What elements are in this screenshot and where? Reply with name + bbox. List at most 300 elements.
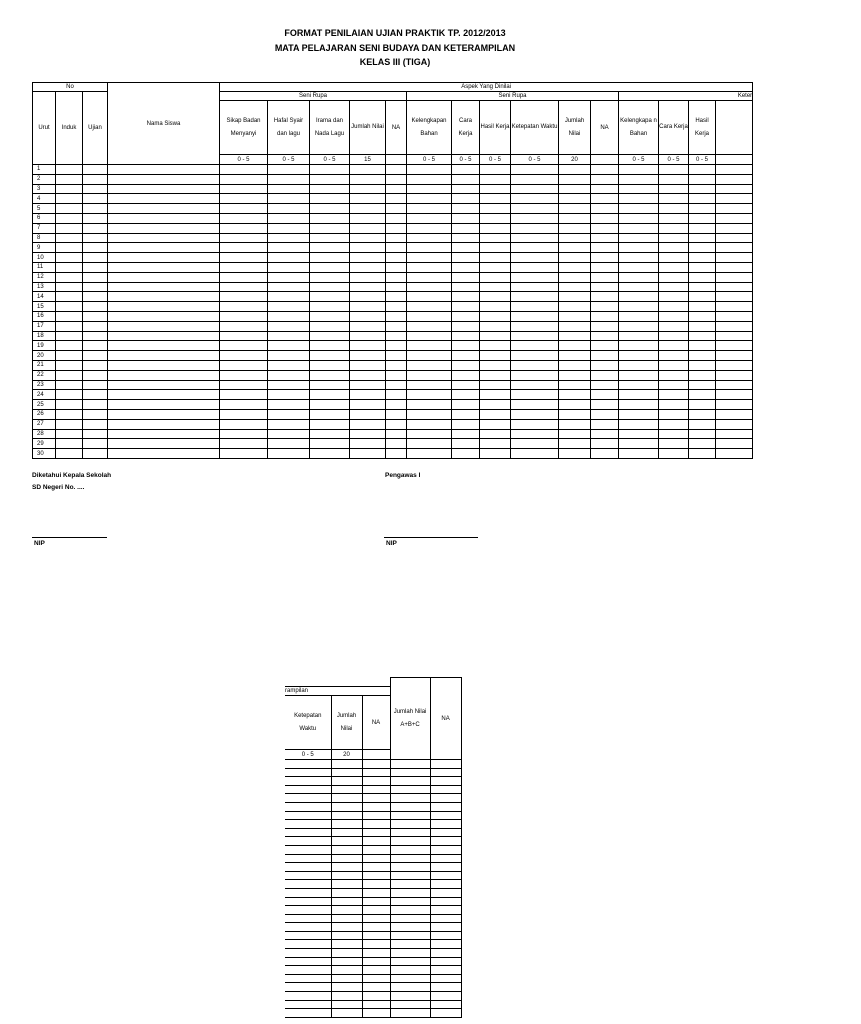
table-cell <box>362 760 390 769</box>
table-cell <box>331 768 362 777</box>
table-cell <box>430 1009 461 1018</box>
table-cell <box>659 282 689 292</box>
table-cell <box>350 370 386 380</box>
table-cell <box>452 253 480 263</box>
table-cell <box>56 341 83 351</box>
table-cell <box>559 370 591 380</box>
table-cell <box>108 272 220 282</box>
table-cell <box>350 223 386 233</box>
table-cell <box>83 223 108 233</box>
table-cell <box>511 419 559 429</box>
table-cell <box>390 828 430 837</box>
table-cell <box>689 272 716 282</box>
cont-blank-top <box>285 678 390 687</box>
table-cell <box>108 262 220 272</box>
table-cell <box>386 233 407 243</box>
table-cell <box>56 419 83 429</box>
table-cell <box>407 204 452 214</box>
table-cell <box>310 282 350 292</box>
table-cell <box>56 331 83 341</box>
table-cell <box>619 213 659 223</box>
table-cell <box>716 292 753 302</box>
table-cell <box>659 311 689 321</box>
table-cell <box>480 400 511 410</box>
table-cell <box>285 871 331 880</box>
table-cell <box>480 253 511 263</box>
table-cell <box>331 940 362 949</box>
table-cell <box>350 165 386 175</box>
table-cell <box>350 419 386 429</box>
table-cell <box>362 845 390 854</box>
table-cell <box>689 282 716 292</box>
table-cell <box>619 409 659 419</box>
table-cell <box>390 949 430 958</box>
table-cell <box>559 174 591 184</box>
table-cell <box>591 253 619 263</box>
table-cell <box>108 253 220 263</box>
range-cell: 0 - 5 <box>619 155 659 165</box>
table-cell <box>511 204 559 214</box>
table-cell <box>56 311 83 321</box>
table-cell <box>386 204 407 214</box>
range-cell: 0 - 5 <box>407 155 452 165</box>
table-cell <box>591 331 619 341</box>
table-cell <box>430 802 461 811</box>
table-cell <box>362 820 390 829</box>
table-cell <box>480 341 511 351</box>
table-cell <box>108 233 220 243</box>
table-cell <box>331 983 362 992</box>
table-cell <box>331 802 362 811</box>
table-cell <box>390 863 430 872</box>
table-cell <box>285 1000 331 1009</box>
table-cell <box>386 223 407 233</box>
table-cell <box>83 213 108 223</box>
table-cell <box>480 233 511 243</box>
table-cell <box>659 165 689 175</box>
table-row <box>33 204 753 214</box>
table-cell <box>591 400 619 410</box>
table-row <box>33 292 753 302</box>
table-cell <box>430 966 461 975</box>
table-cell <box>591 213 619 223</box>
table-cell <box>268 341 310 351</box>
table-cell <box>331 811 362 820</box>
no-header: No <box>33 83 108 92</box>
table-cell <box>108 380 220 390</box>
table-cell <box>430 794 461 803</box>
table-cell <box>108 165 220 175</box>
table-cell <box>362 966 390 975</box>
table-cell <box>285 949 331 958</box>
table-row <box>285 794 461 803</box>
table-cell <box>407 272 452 282</box>
table-cell <box>480 419 511 429</box>
table-cell <box>268 272 310 282</box>
table-cell <box>407 390 452 400</box>
table-cell <box>350 253 386 263</box>
table-cell <box>386 165 407 175</box>
row-number: 6 <box>33 213 56 223</box>
table-cell <box>716 165 753 175</box>
table-cell <box>56 174 83 184</box>
table-cell <box>350 243 386 253</box>
cont-range-cell: 20 <box>331 750 362 760</box>
table-cell <box>480 390 511 400</box>
table-cell <box>480 194 511 204</box>
table-row <box>285 931 461 940</box>
table-cell <box>220 282 268 292</box>
table-cell <box>331 906 362 915</box>
table-cell <box>659 213 689 223</box>
range-cell <box>386 155 407 165</box>
table-cell <box>285 863 331 872</box>
table-cell <box>559 419 591 429</box>
table-cell <box>108 400 220 410</box>
table-cell <box>430 1000 461 1009</box>
table-cell <box>390 914 430 923</box>
table-cell <box>407 380 452 390</box>
table-cell <box>407 233 452 243</box>
table-row <box>285 1000 461 1009</box>
table-cell <box>689 243 716 253</box>
table-cell <box>310 429 350 439</box>
table-cell <box>716 429 753 439</box>
table-cell <box>511 409 559 419</box>
table-cell <box>56 233 83 243</box>
table-row <box>33 419 753 429</box>
table-cell <box>407 439 452 449</box>
table-cell <box>310 370 350 380</box>
table-cell <box>268 223 310 233</box>
table-cell <box>430 828 461 837</box>
table-row <box>285 777 461 786</box>
table-cell <box>619 262 659 272</box>
signature-right-title: Pengawas I <box>385 472 421 479</box>
table-cell <box>310 390 350 400</box>
table-cell <box>390 966 430 975</box>
table-cell <box>83 253 108 263</box>
table-cell <box>619 253 659 263</box>
table-cell <box>108 302 220 312</box>
table-cell <box>511 311 559 321</box>
table-cell <box>659 409 689 419</box>
table-cell <box>386 390 407 400</box>
table-cell <box>390 957 430 966</box>
table-cell <box>689 204 716 214</box>
table-cell <box>386 449 407 459</box>
table-cell <box>268 213 310 223</box>
col-cara-kerja-3: Cara Kerja <box>659 101 689 155</box>
table-cell <box>559 292 591 302</box>
table-cell <box>83 419 108 429</box>
table-row <box>33 233 753 243</box>
table-cell <box>591 351 619 361</box>
table-cell <box>83 184 108 194</box>
table-cell <box>386 341 407 351</box>
table-cell <box>480 292 511 302</box>
table-cell <box>619 341 659 351</box>
table-cell <box>452 174 480 184</box>
row-number: 14 <box>33 292 56 302</box>
table-cell <box>331 957 362 966</box>
table-cell <box>331 880 362 889</box>
table-cell <box>386 282 407 292</box>
table-cell <box>331 923 362 932</box>
table-cell <box>591 282 619 292</box>
table-cell <box>480 204 511 214</box>
table-cell <box>511 439 559 449</box>
table-cell <box>285 802 331 811</box>
table-cell <box>285 1009 331 1018</box>
table-row <box>33 341 753 351</box>
table-cell <box>591 370 619 380</box>
table-cell <box>452 449 480 459</box>
table-cell <box>689 419 716 429</box>
table-cell <box>56 302 83 312</box>
table-cell <box>689 213 716 223</box>
table-cell <box>362 949 390 958</box>
table-cell <box>407 419 452 429</box>
table-cell <box>480 321 511 331</box>
table-cell <box>716 331 753 341</box>
table-row <box>33 184 753 194</box>
group-seni-rupa-2: Seni Rupa <box>407 92 619 101</box>
table-cell <box>659 194 689 204</box>
table-row <box>285 811 461 820</box>
table-cell <box>220 311 268 321</box>
cont-col-na: NA <box>362 696 390 750</box>
table-cell <box>430 863 461 872</box>
table-cell <box>220 184 268 194</box>
table-cell <box>386 253 407 263</box>
table-cell <box>362 880 390 889</box>
table-cell <box>659 204 689 214</box>
table-cell <box>362 777 390 786</box>
table-cell <box>689 233 716 243</box>
table-cell <box>689 292 716 302</box>
table-cell <box>268 233 310 243</box>
table-cell <box>220 370 268 380</box>
table-cell <box>511 341 559 351</box>
table-cell <box>407 331 452 341</box>
title-line-2: MATA PELAJARAN SENI BUDAYA DAN KETERAMPILAN <box>274 43 516 53</box>
table-cell <box>56 400 83 410</box>
table-cell <box>220 253 268 263</box>
table-cell <box>591 360 619 370</box>
row-number: 2 <box>33 174 56 184</box>
table-cell <box>285 768 331 777</box>
table-cell <box>407 213 452 223</box>
table-cell <box>285 880 331 889</box>
table-cell <box>285 811 331 820</box>
table-cell <box>689 184 716 194</box>
table-cell <box>716 321 753 331</box>
table-cell <box>619 400 659 410</box>
table-cell <box>689 223 716 233</box>
row-number: 20 <box>33 351 56 361</box>
table-cell <box>56 243 83 253</box>
table-cell <box>310 292 350 302</box>
table-cell <box>350 282 386 292</box>
table-cell <box>659 439 689 449</box>
table-cell <box>559 233 591 243</box>
table-row <box>33 409 753 419</box>
table-cell <box>407 321 452 331</box>
table-cell <box>591 449 619 459</box>
table-row <box>33 311 753 321</box>
table-cell <box>452 243 480 253</box>
table-cell <box>268 311 310 321</box>
table-cell <box>480 370 511 380</box>
table-cell <box>310 174 350 184</box>
cont-col-jumlah-abc: Jumlah Nilai A+B+C <box>390 678 430 760</box>
table-cell <box>83 302 108 312</box>
range-cell: 15 <box>350 155 386 165</box>
table-cell <box>659 390 689 400</box>
table-cell <box>452 390 480 400</box>
table-row <box>33 165 753 175</box>
table-cell <box>511 380 559 390</box>
table-cell <box>659 174 689 184</box>
table-row <box>285 914 461 923</box>
table-cell <box>362 992 390 1001</box>
nip-right: NIP <box>386 540 397 547</box>
table-cell <box>407 174 452 184</box>
table-cell <box>386 243 407 253</box>
table-cell <box>407 184 452 194</box>
table-cell <box>511 194 559 204</box>
table-cell <box>350 341 386 351</box>
table-cell <box>268 194 310 204</box>
row-number: 28 <box>33 429 56 439</box>
table-cell <box>619 390 659 400</box>
table-cell <box>511 233 559 243</box>
table-cell <box>220 390 268 400</box>
table-cell <box>386 331 407 341</box>
table-cell <box>480 223 511 233</box>
table-cell <box>56 253 83 263</box>
table-cell <box>331 1009 362 1018</box>
table-cell <box>331 1000 362 1009</box>
table-cell <box>659 419 689 429</box>
table-cell <box>452 360 480 370</box>
table-cell <box>350 204 386 214</box>
table-row <box>33 331 753 341</box>
table-cell <box>220 341 268 351</box>
row-number: 3 <box>33 184 56 194</box>
table-cell <box>511 262 559 272</box>
table-cell <box>407 370 452 380</box>
row-number: 27 <box>33 419 56 429</box>
range-cell <box>591 155 619 165</box>
table-cell <box>390 974 430 983</box>
table-row <box>285 785 461 794</box>
table-cell <box>430 923 461 932</box>
table-cell <box>350 380 386 390</box>
table-cell <box>430 880 461 889</box>
table-cell <box>430 931 461 940</box>
table-cell <box>659 321 689 331</box>
table-cell <box>83 409 108 419</box>
table-cell <box>331 837 362 846</box>
table-cell <box>559 213 591 223</box>
table-cell <box>56 360 83 370</box>
table-cell <box>452 321 480 331</box>
table-cell <box>285 785 331 794</box>
table-cell <box>331 888 362 897</box>
table-cell <box>285 777 331 786</box>
table-cell <box>591 321 619 331</box>
table-cell <box>386 360 407 370</box>
table-cell <box>659 272 689 282</box>
table-cell <box>559 184 591 194</box>
range-cell: 0 - 5 <box>511 155 559 165</box>
table-cell <box>108 390 220 400</box>
table-cell <box>83 282 108 292</box>
table-cell <box>220 292 268 302</box>
table-cell <box>716 409 753 419</box>
row-number: 11 <box>33 262 56 272</box>
table-cell <box>390 811 430 820</box>
table-cell <box>386 439 407 449</box>
table-cell <box>689 302 716 312</box>
group-seni-rupa-1: Seni Rupa <box>220 92 407 101</box>
table-cell <box>407 341 452 351</box>
table-row <box>285 845 461 854</box>
table-cell <box>310 360 350 370</box>
table-cell <box>480 282 511 292</box>
range-cell: 0 - 5 <box>310 155 350 165</box>
table-cell <box>390 837 430 846</box>
table-row <box>33 380 753 390</box>
table-cell <box>108 292 220 302</box>
table-cell <box>362 811 390 820</box>
urut-header: Urut <box>33 92 56 165</box>
table-row <box>33 390 753 400</box>
table-cell <box>83 390 108 400</box>
table-cell <box>350 292 386 302</box>
table-cell <box>452 292 480 302</box>
table-cell <box>108 213 220 223</box>
table-cell <box>452 282 480 292</box>
table-cell <box>452 165 480 175</box>
table-cell <box>386 380 407 390</box>
table-cell <box>430 820 461 829</box>
table-cell <box>331 871 362 880</box>
table-cell <box>407 429 452 439</box>
table-cell <box>689 409 716 419</box>
table-cell <box>659 184 689 194</box>
group-keterampilan: Keter <box>619 92 753 101</box>
table-cell <box>362 914 390 923</box>
table-cell <box>285 966 331 975</box>
table-cell <box>83 331 108 341</box>
table-cell <box>331 828 362 837</box>
table-cell <box>390 983 430 992</box>
table-cell <box>480 429 511 439</box>
table-cell <box>511 351 559 361</box>
table-cell <box>452 351 480 361</box>
table-cell <box>268 449 310 459</box>
table-row <box>285 974 461 983</box>
table-cell <box>511 223 559 233</box>
table-cell <box>56 429 83 439</box>
cont-range-cell <box>362 750 390 760</box>
table-cell <box>511 331 559 341</box>
table-cell <box>511 321 559 331</box>
table-row <box>285 760 461 769</box>
